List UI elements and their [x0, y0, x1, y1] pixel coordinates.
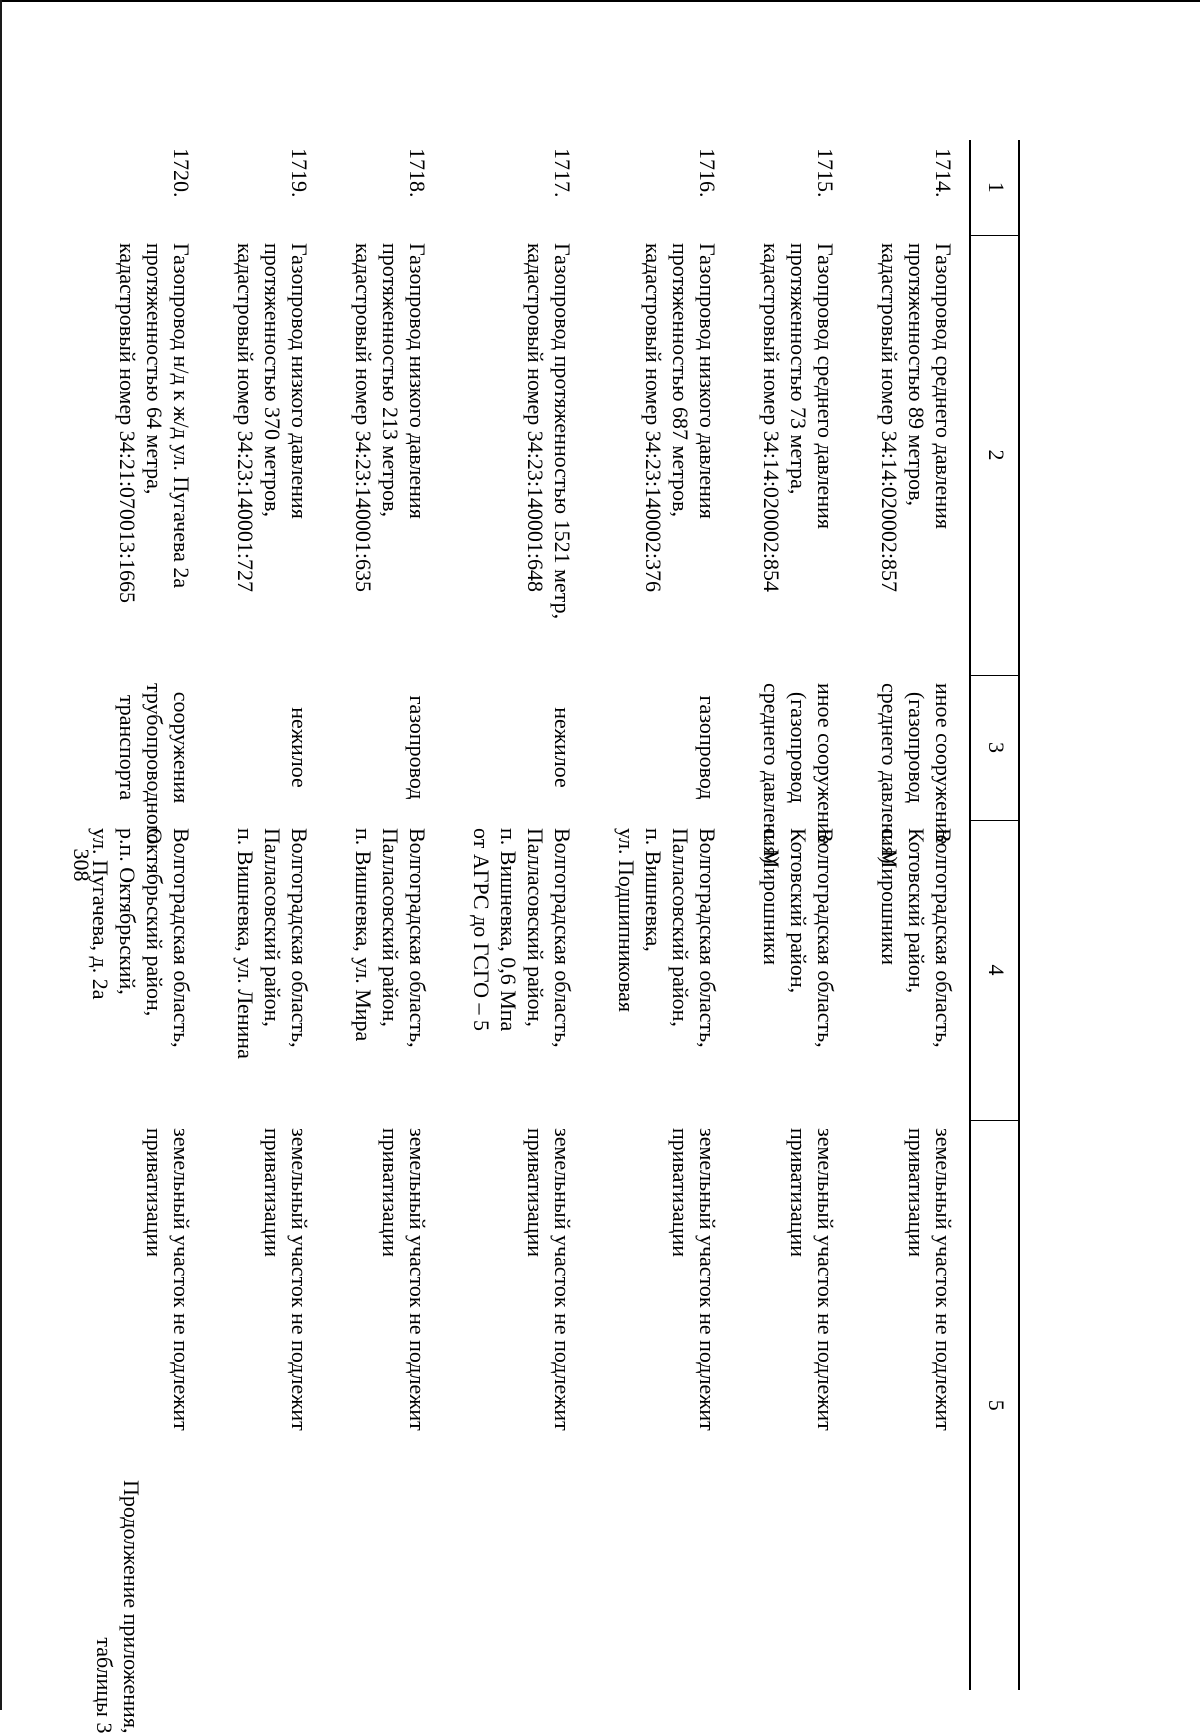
object-name [207, 235, 325, 675]
property-table [62, 140, 1020, 1690]
privatization-note [325, 1120, 443, 1690]
privatization-note [443, 1120, 588, 1690]
object-type-line: среднего давления) [877, 683, 902, 864]
privatization-note-line: приватизации [668, 1128, 693, 1258]
object-address-line: п. Вишневка, ул. Мира [351, 828, 376, 1042]
object-address-line: Волгоградская область, [695, 828, 720, 1048]
object-type-line: нежилое [287, 707, 312, 788]
object-name-line: протяженностью 64 метра, [142, 243, 167, 495]
privatization-note [733, 1120, 851, 1690]
object-name-line: кадастровый номер 34:14:020002:854 [759, 243, 784, 593]
object-address-line: Палласовский район, [668, 828, 693, 1027]
object-type-line: среднего давления) [759, 683, 784, 864]
object-address [733, 820, 851, 1120]
table-row [443, 140, 588, 1690]
object-name-line: Газопровод низкого давления [287, 243, 312, 519]
object-address-line: с. Мирошники [877, 828, 902, 966]
object-type-line: газопровод [405, 695, 430, 800]
header-col-1: 1 [984, 181, 1009, 193]
object-name-line: протяженностью 687 метров, [668, 243, 693, 518]
object-name-line: кадастровый номер 34:23:140001:648 [523, 243, 548, 593]
object-address-line: с. Мирошники [759, 828, 784, 966]
privatization-note [62, 1120, 207, 1690]
object-type-line: (газопровод [904, 691, 929, 804]
continuation-line: таблицы 3 [92, 1637, 117, 1733]
object-type [851, 675, 970, 864]
object-type-line: иное сооружение [813, 683, 838, 845]
object-type [207, 675, 325, 820]
object-type [443, 675, 588, 820]
object-address [62, 820, 207, 1120]
object-address-line: п. Вишневка, 0,6 Мпа [496, 828, 521, 1032]
object-address-line: Октябрьский район, [142, 828, 167, 1017]
object-address-line: Волгоградская область, [287, 828, 312, 1048]
object-address-line: Волгоградская область, [550, 828, 575, 1048]
object-name-line: протяженностью 89 метров, [904, 243, 929, 507]
row-number: 1720. [169, 148, 194, 198]
row-number: 1719. [287, 148, 312, 198]
object-type [588, 675, 733, 820]
object-address-line: Котовский район, [786, 828, 811, 994]
privatization-note [207, 1120, 325, 1690]
privatization-note [588, 1120, 733, 1690]
object-type-line: транспорта [115, 694, 140, 801]
object-address-line: Палласовский район, [378, 828, 403, 1027]
privatization-note-line: земельный участок не подлежит [695, 1128, 720, 1431]
table-row [325, 140, 443, 1690]
object-address [325, 820, 443, 1120]
header-col-3: 3 [970, 675, 1019, 820]
object-address [443, 820, 588, 1120]
table-row [851, 140, 970, 1690]
table-body [62, 140, 970, 1690]
object-address-line: п. Вишневка, ул. Ленина [233, 828, 258, 1059]
object-name-line: кадастровый номер 34:23:140002:376 [641, 243, 666, 593]
object-name-line: Газопровод среднего давления [813, 243, 838, 529]
object-address-line: р.п. Октябрьский, [115, 828, 140, 995]
object-name [588, 235, 733, 675]
object-type [62, 675, 207, 845]
privatization-note-line: приватизации [260, 1128, 285, 1258]
object-address-line: Палласовский район, [260, 828, 285, 1027]
privatization-note-line: земельный участок не подлежит [931, 1128, 956, 1431]
object-name-line: кадастровый номер 34:23:140001:727 [233, 243, 258, 593]
object-address-line: Волгоградская область, [931, 828, 956, 1048]
privatization-note-line: приватизации [786, 1128, 811, 1258]
object-type-line: газопровод [695, 695, 720, 800]
object-address-line: от АГРС до ГСГО – 5 [469, 828, 494, 1031]
object-type-line: (газопровод [786, 691, 811, 804]
privatization-note-line: земельный участок не подлежит [169, 1128, 194, 1431]
object-name-line: кадастровый номер 34:14:020002:857 [877, 243, 902, 593]
object-name [62, 235, 207, 675]
object-type-line: нежилое [550, 707, 575, 788]
object-address-line: Волгоградская область, [169, 828, 194, 1048]
object-address-line: Волгоградская область, [813, 828, 838, 1048]
privatization-note-line: земельный участок не подлежит [813, 1128, 838, 1431]
object-address-line: Волгоградская область, [405, 828, 430, 1048]
table-row [588, 140, 733, 1690]
object-address-line: п. Вишневка, [641, 828, 666, 952]
table-header-row [970, 140, 1019, 1690]
object-name [851, 235, 970, 675]
header-col-2: 2 [970, 235, 1019, 675]
object-address-line: Котовский район, [904, 828, 929, 994]
object-type-line: сооружения [169, 691, 194, 804]
object-name-line: Газопровод протяженностью 1521 метр, [550, 243, 575, 620]
object-address [207, 820, 325, 1120]
header-col-5: 5 [970, 1120, 1019, 1690]
page-number: 308 [69, 848, 94, 882]
object-name-line: Газопровод н/д к ж/д ул. Пугачева 2а [169, 243, 194, 589]
table-row [733, 140, 851, 1690]
object-address-line: ул. Пугачева, д. 2а [88, 828, 113, 1000]
object-address-line: Палласовский район, [523, 828, 548, 1027]
row-number: 1716. [695, 148, 720, 198]
object-name-line: Газопровод низкого давления [405, 243, 430, 519]
privatization-note-line: приватизации [378, 1128, 403, 1258]
object-name-line: кадастровый номер 34:21:070013:1665 [115, 243, 140, 604]
object-name-line: Газопровод низкого давления [695, 243, 720, 519]
row-number: 1718. [405, 148, 430, 198]
object-type-line: иное сооружение [931, 683, 956, 845]
object-name-line: протяженностью 370 метров, [260, 243, 285, 518]
object-name-line: Газопровод среднего давления [931, 243, 956, 529]
privatization-note [851, 1120, 970, 1690]
object-name-line: протяженностью 213 метров, [378, 243, 403, 518]
table-row [207, 140, 325, 1690]
privatization-note-line: земельный участок не подлежит [287, 1128, 312, 1431]
row-number: 1714. [931, 148, 956, 198]
privatization-note-line: приватизации [523, 1128, 548, 1258]
object-type [733, 675, 851, 864]
object-type-line: трубопроводного [142, 683, 167, 845]
privatization-note-line: земельный участок не подлежит [550, 1128, 575, 1431]
continuation-line: Продолжение приложения, [119, 1480, 144, 1733]
object-address [851, 820, 970, 1120]
object-type [325, 675, 443, 820]
object-name-line: кадастровый номер 34:23:140001:635 [351, 243, 376, 593]
privatization-note-line: приватизации [904, 1128, 929, 1258]
object-address [588, 820, 733, 1120]
object-name [325, 235, 443, 675]
row-number: 1715. [813, 148, 838, 198]
object-name [443, 235, 588, 675]
object-name [733, 235, 851, 675]
table-row [62, 140, 207, 1690]
privatization-note-line: приватизации [142, 1128, 167, 1258]
header-col-4: 4 [970, 820, 1019, 1120]
object-address-line: ул. Подшипниковая [614, 828, 639, 1013]
privatization-note-line: земельный участок не подлежит [405, 1128, 430, 1431]
object-name-line: протяженностью 73 метра, [786, 243, 811, 495]
row-number: 1717. [550, 148, 575, 198]
